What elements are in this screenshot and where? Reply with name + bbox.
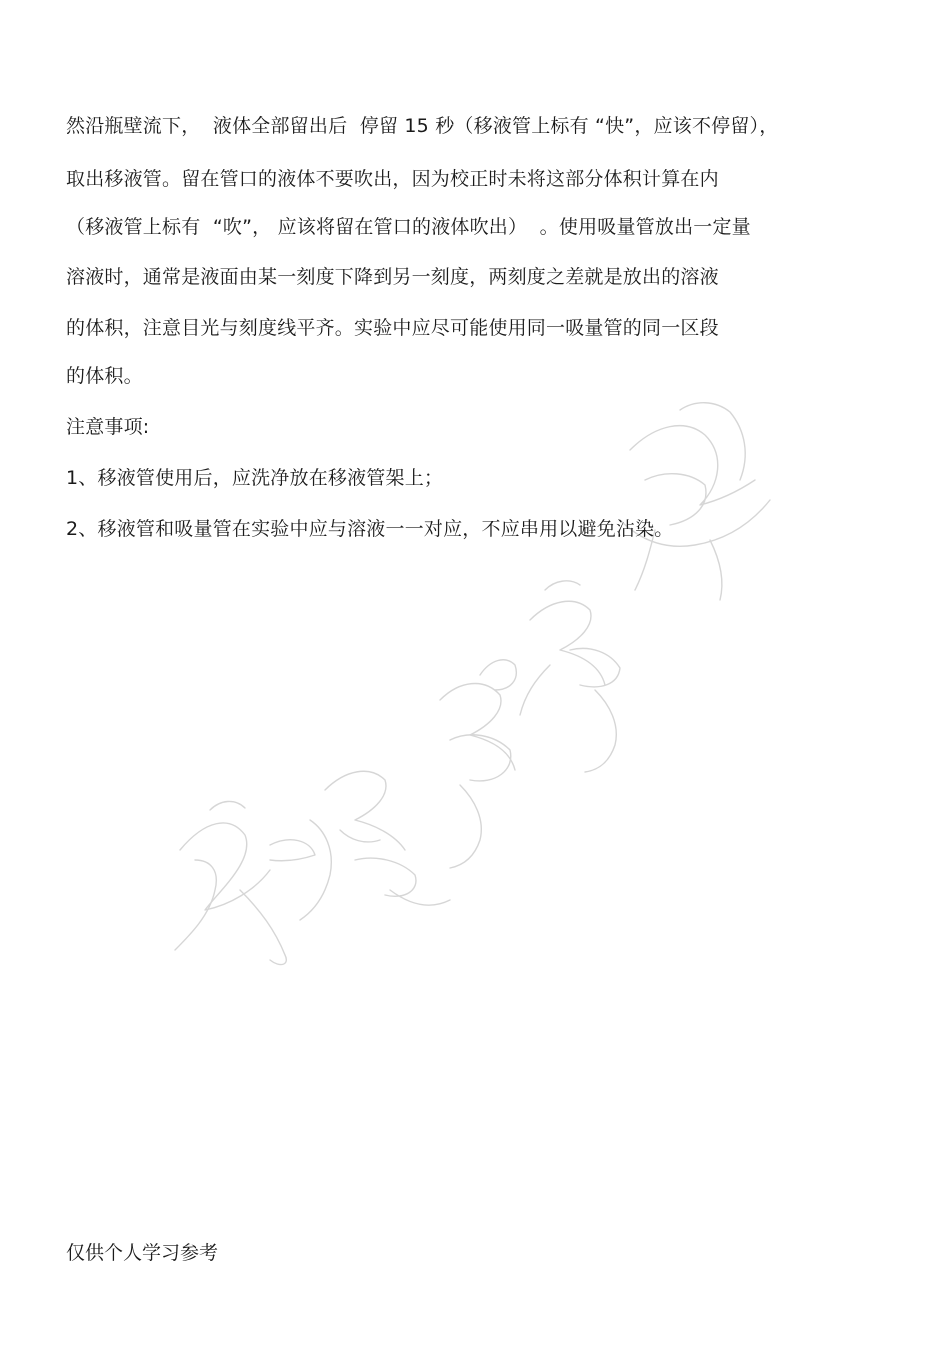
paragraph-line-6: 的体积。: [66, 365, 143, 387]
note-item-2: 2、移液管和吸量管在实验中应与溶液一一对应，不应串用以避免沾染。: [66, 518, 674, 540]
paragraph-line-2: 取出移液管。留在管口的液体不要吹出，因为校正时未将这部分体积计算在内: [66, 168, 719, 190]
footer-text: 仅供个人学习参考: [66, 1242, 219, 1264]
notes-heading: 注意事项:: [66, 416, 150, 438]
paragraph-line-5: 的体积，注意目光与刻度线平齐。实验中应尽可能使用同一吸量管的同一区段: [66, 317, 719, 339]
note-item-1: 1、移液管使用后，应洗净放在移液管架上；: [66, 467, 444, 489]
paragraph-line-1: 然沿瓶壁流下， 液体全部留出后 停留 15 秒（移液管上标有 “快”，应该不停留），: [66, 115, 779, 137]
paragraph-line-4: 溶液时，通常是液面由某一刻度下降到另一刻度，两刻度之差就是放出的溶液: [66, 266, 719, 288]
paragraph-line-3: （移液管上标有 “吹”， 应该将留在管口的液体吹出） 。使用吸量管放出一定量: [66, 216, 751, 238]
